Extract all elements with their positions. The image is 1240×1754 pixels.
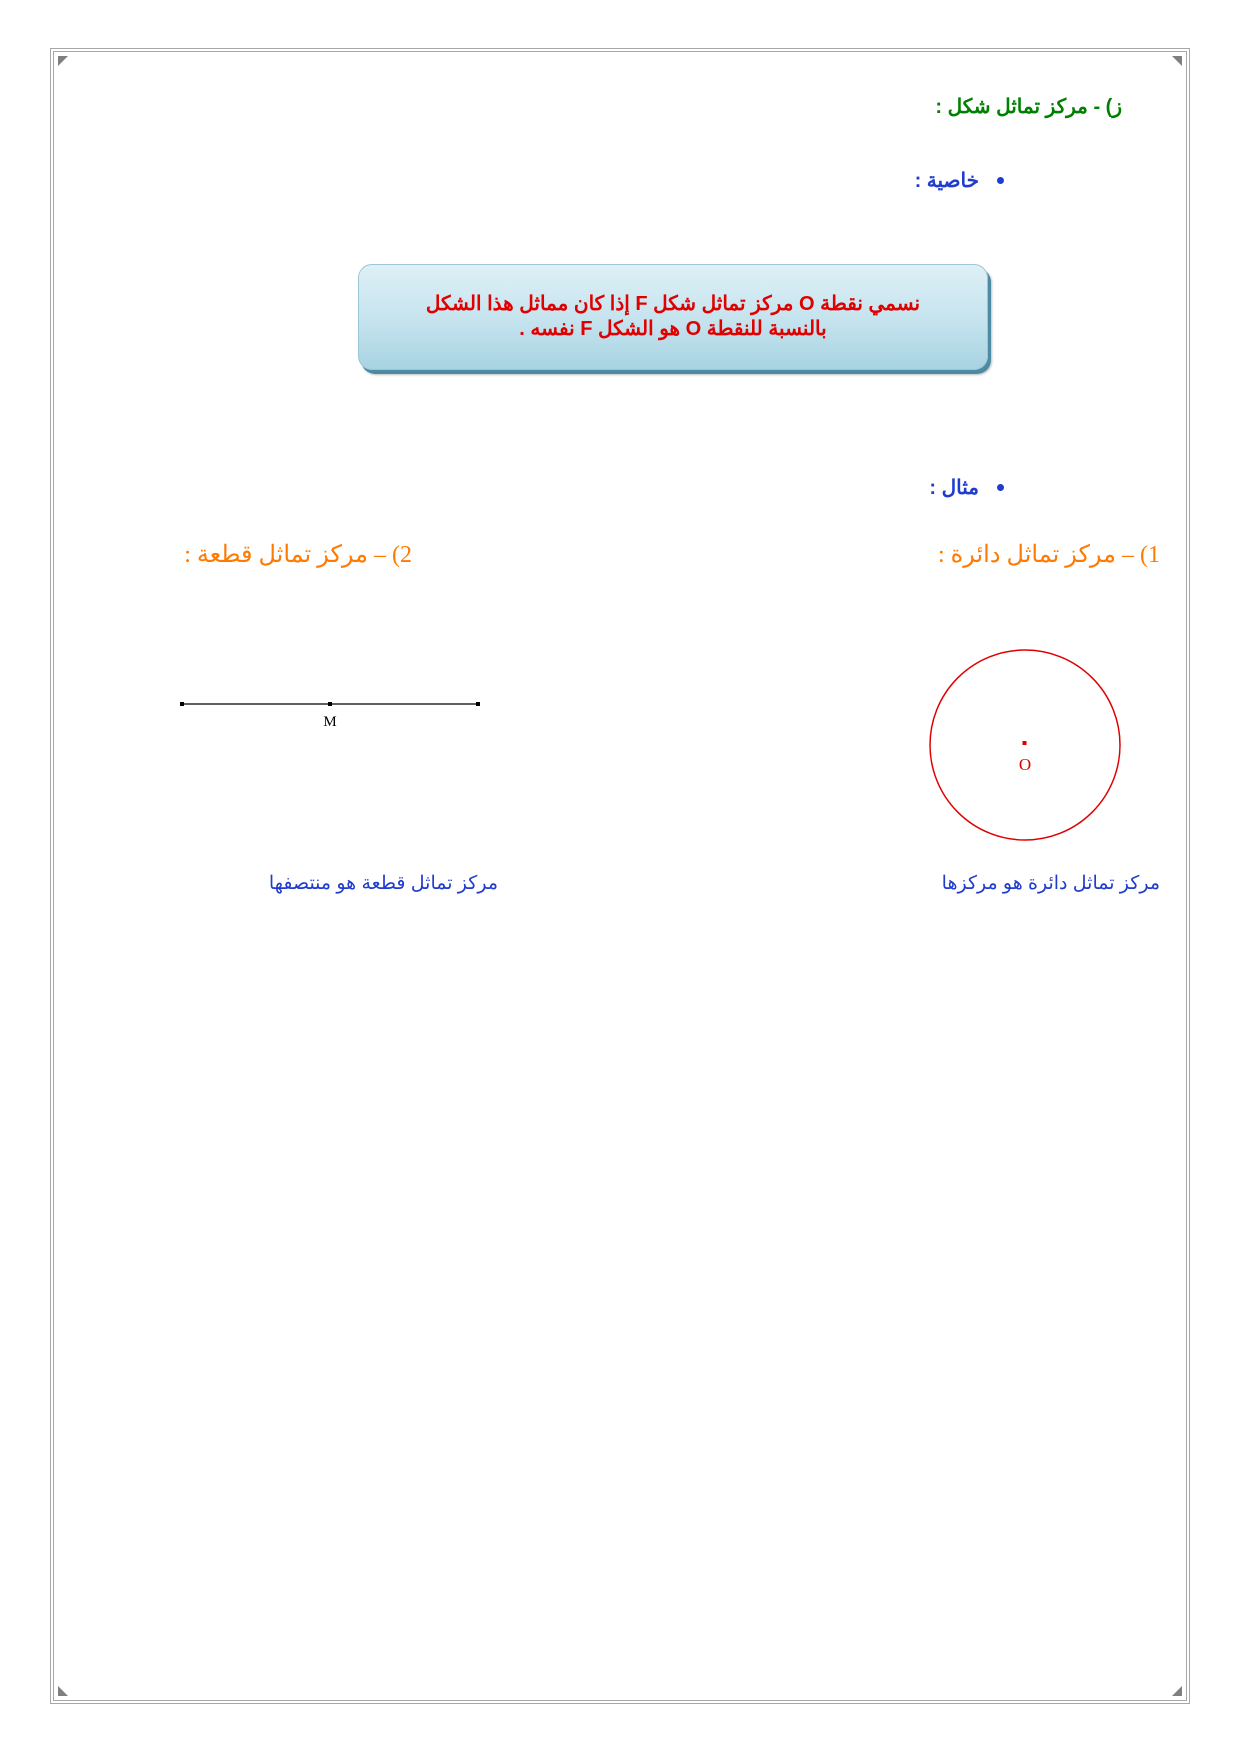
border-corner-ornament bbox=[58, 56, 68, 66]
circle-center-label: O bbox=[1018, 755, 1032, 774]
border-corner-ornament bbox=[1172, 56, 1182, 66]
definition-line-1: نسمي نقطة O مركز تماثل شكل F إذا كان مماثل هذا الشكل bbox=[425, 293, 921, 315]
segment-caption: مركز تماثل قطعة هو منتصفها bbox=[268, 873, 498, 894]
segment-figure bbox=[170, 690, 490, 740]
segment-midpoint-label: M bbox=[323, 714, 337, 730]
example-circle-title: 1) – مركز تماثل دائرة : bbox=[938, 542, 1160, 568]
circle-center-point bbox=[1023, 741, 1027, 745]
property-label: خاصية : bbox=[914, 170, 979, 192]
bullet-icon bbox=[997, 484, 1004, 491]
section-heading: ز) - مركز تماثل شكل : bbox=[935, 96, 1122, 118]
example-bullet bbox=[929, 475, 1004, 500]
circle-caption: مركز تماثل دائرة هو مركزها bbox=[941, 873, 1160, 894]
segment-endpoint-left bbox=[180, 702, 184, 706]
definition-line-2: بالنسبة للنقطة O هو الشكل F نفسه . bbox=[519, 318, 827, 340]
border-corner-ornament bbox=[58, 1686, 68, 1696]
segment-endpoint-right bbox=[476, 702, 480, 706]
definition-callout-box bbox=[358, 264, 988, 370]
bullet-icon bbox=[997, 177, 1004, 184]
border-corner-ornament bbox=[1172, 1686, 1182, 1696]
example-segment-title: 2) – مركز تماثل قطعة : bbox=[184, 542, 412, 568]
segment-midpoint bbox=[328, 702, 332, 706]
property-bullet bbox=[915, 168, 1004, 193]
circle-figure bbox=[920, 640, 1130, 850]
example-label: مثال : bbox=[929, 477, 979, 499]
